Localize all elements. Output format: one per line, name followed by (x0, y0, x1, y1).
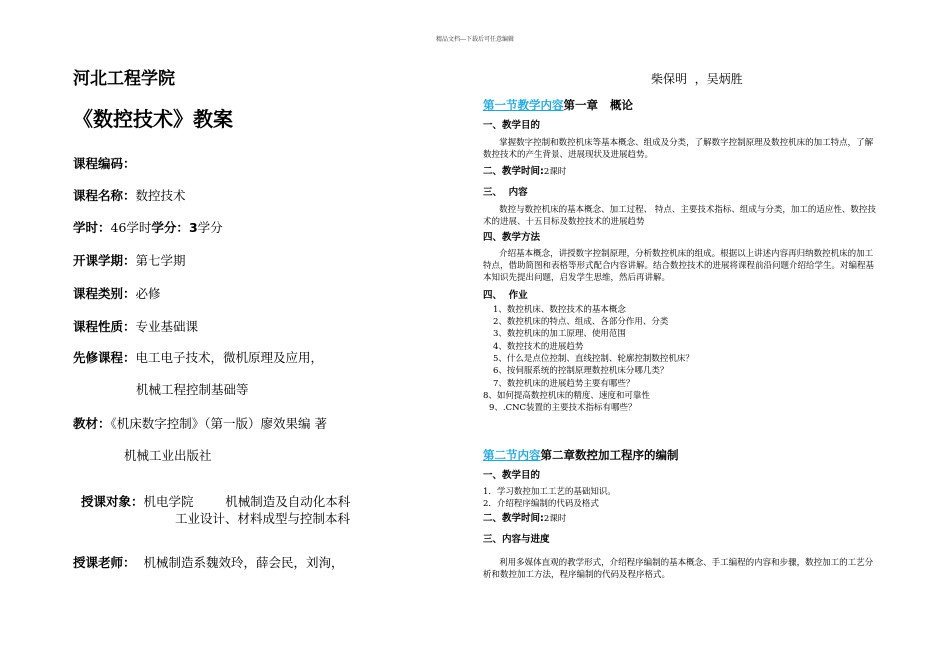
chapter-one (483, 99, 877, 415)
credit-unit: 学分 (197, 220, 223, 235)
s1-method-text: 介绍基本概念，讲授数字控制原理，分析数控机床的组成。根据以上讲述内容再归纳数控机床的加工特点，借助简图和表格等形式配合内容讲解。结合数控技术的进展将课程前沿问题介绍给学生。对编程基本知识先提出问题，启发学生思维，然后再讲解。 (483, 248, 875, 284)
hours-row (73, 218, 223, 236)
homework-item: 8、如何提高数控机床的精度、速度和可靠性 (483, 390, 650, 401)
course-name-row (73, 186, 186, 204)
school-name: 河北工程学院 (73, 69, 175, 89)
homework-item: 2、数控机床的特点、组成、各部分作用、分类 (493, 317, 669, 328)
nature-value: 专业基础课 (135, 319, 199, 334)
term-label: 开课学期： (73, 253, 136, 268)
s2-content-text: 利用多媒体直观的教学形式，介绍程序编制的基本概念、手工编程的内容和步骤，数控加工的工艺分析和数控加工方法，程序编制的代码及程序格式。 (483, 557, 874, 581)
course-name-value: 数控技术 (135, 188, 186, 203)
s2-time-value: 2课时 (543, 514, 567, 525)
homework-item: 4、数控技术的进展趋势 (493, 341, 584, 352)
target-row (73, 477, 350, 510)
prereq-label: 先修课程： (73, 350, 136, 365)
credit-label: 学分： (151, 220, 189, 235)
teacher-row (73, 553, 343, 571)
prereq-line1: 电工电子技术，微机原理及应用， (135, 350, 324, 365)
s2-goal-item: 2．介绍程序编制的代码及格式 (483, 498, 599, 509)
s1-time-heading: 二、教学时间: (483, 166, 544, 178)
s2-time-row (483, 513, 877, 525)
s1-homework-list (483, 304, 877, 415)
s1-content-heading: 三、 内容 (483, 187, 528, 199)
header-note: 精品文档---下载后可任意编辑 (435, 36, 515, 43)
s1-goal-heading: 一、教学目的 (483, 120, 541, 132)
course-code-label: 课程编码： (73, 156, 136, 171)
type-row (73, 284, 161, 302)
homework-item: 6、按伺服系统的控制原理数控机床分哪几类？ (493, 366, 669, 377)
course-title: 《数控技术》教案 (73, 107, 233, 131)
target-line2: 工业设计、材料成型与控制本科 (175, 511, 351, 526)
s2-content-heading: 三、内容与进度 (483, 534, 550, 546)
prereq-row (73, 348, 323, 366)
nature-row (73, 317, 198, 335)
s2-time-heading: 二、教学时间: (483, 513, 544, 525)
prereq-line2: 机械工程控制基础等 (136, 382, 249, 397)
target-line1: 机电学院 机械制造及自动化本科 (143, 494, 351, 509)
section-two-link[interactable]: 第二节内容 (483, 448, 541, 462)
s1-homework-heading: 四、 作业 (483, 289, 528, 301)
textbook-line1: 《机床数字控制》（第一版）廖效果编 著 (110, 416, 327, 431)
course-name-label: 课程名称： (73, 188, 136, 203)
hours-label: 学时： (73, 220, 111, 235)
s1-time-row (483, 166, 877, 178)
hours-value: 46学时 (110, 220, 152, 235)
section-one-link[interactable]: 第一节教学内容 (483, 98, 564, 112)
textbook-row (73, 414, 327, 432)
type-value: 必修 (135, 286, 161, 301)
teacher-label: 授课老师： (73, 555, 136, 570)
s1-time-value: 2课时 (543, 167, 567, 178)
chapter-two (483, 449, 877, 581)
chapter-one-title: 第一章 概论 (563, 98, 634, 112)
chapter-one-heading (483, 99, 877, 111)
homework-item: 9、.CNC装置的主要技术指标有哪些？ (489, 403, 637, 414)
homework-item: 1、数控机床、数控技术的基本概念 (493, 304, 626, 315)
textbook-line2: 机械工业出版社 (124, 448, 212, 463)
credit-number: 3 (188, 220, 198, 235)
target-label: 授课对象： (80, 494, 144, 509)
course-code-row (73, 154, 136, 172)
s1-method-heading: 四、教学方法 (483, 232, 541, 244)
teacher-value: 机械制造系魏效玲，薛会民，刘洵， (143, 555, 344, 570)
homework-item: 5、什么是点位控制、直线控制、轮廓控制数控机床？ (493, 354, 694, 365)
s1-content-text: 数控与数控机床的基本概念、加工过程、 特点、主要技术指标、组成与分类，加工的适应性、数控技术的进展、十五目标及数控技术的进展趋势 (483, 204, 876, 228)
term-row (73, 251, 186, 269)
textbook-label: 教材： (73, 416, 111, 431)
chapter-two-title: 第二章数控加工程序的编制 (540, 448, 679, 462)
authors-line: 柴保明 ，吴炳胜 (651, 72, 743, 86)
s2-goal-heading: 一、教学目的 (483, 470, 541, 482)
chapter-two-heading (483, 449, 877, 461)
type-label: 课程类别： (73, 286, 136, 301)
s1-goal-text: 掌握数字控制和数控机床等基本概念、组成及分类，了解数字控制原理及数控机床的加工特点，了解数控技术的产生背景、进展现状及进展趋势。 (483, 137, 874, 160)
nature-label: 课程性质： (73, 319, 136, 334)
homework-item: 7、数控机床的进展趋势主要有哪些？ (493, 378, 635, 389)
s2-goal-item: 1．学习数控加工工艺的基础知识。 (483, 486, 616, 497)
term-value: 第七学期 (135, 253, 186, 268)
homework-item: 3、数控机床的加工原理、使用范围 (493, 329, 626, 340)
